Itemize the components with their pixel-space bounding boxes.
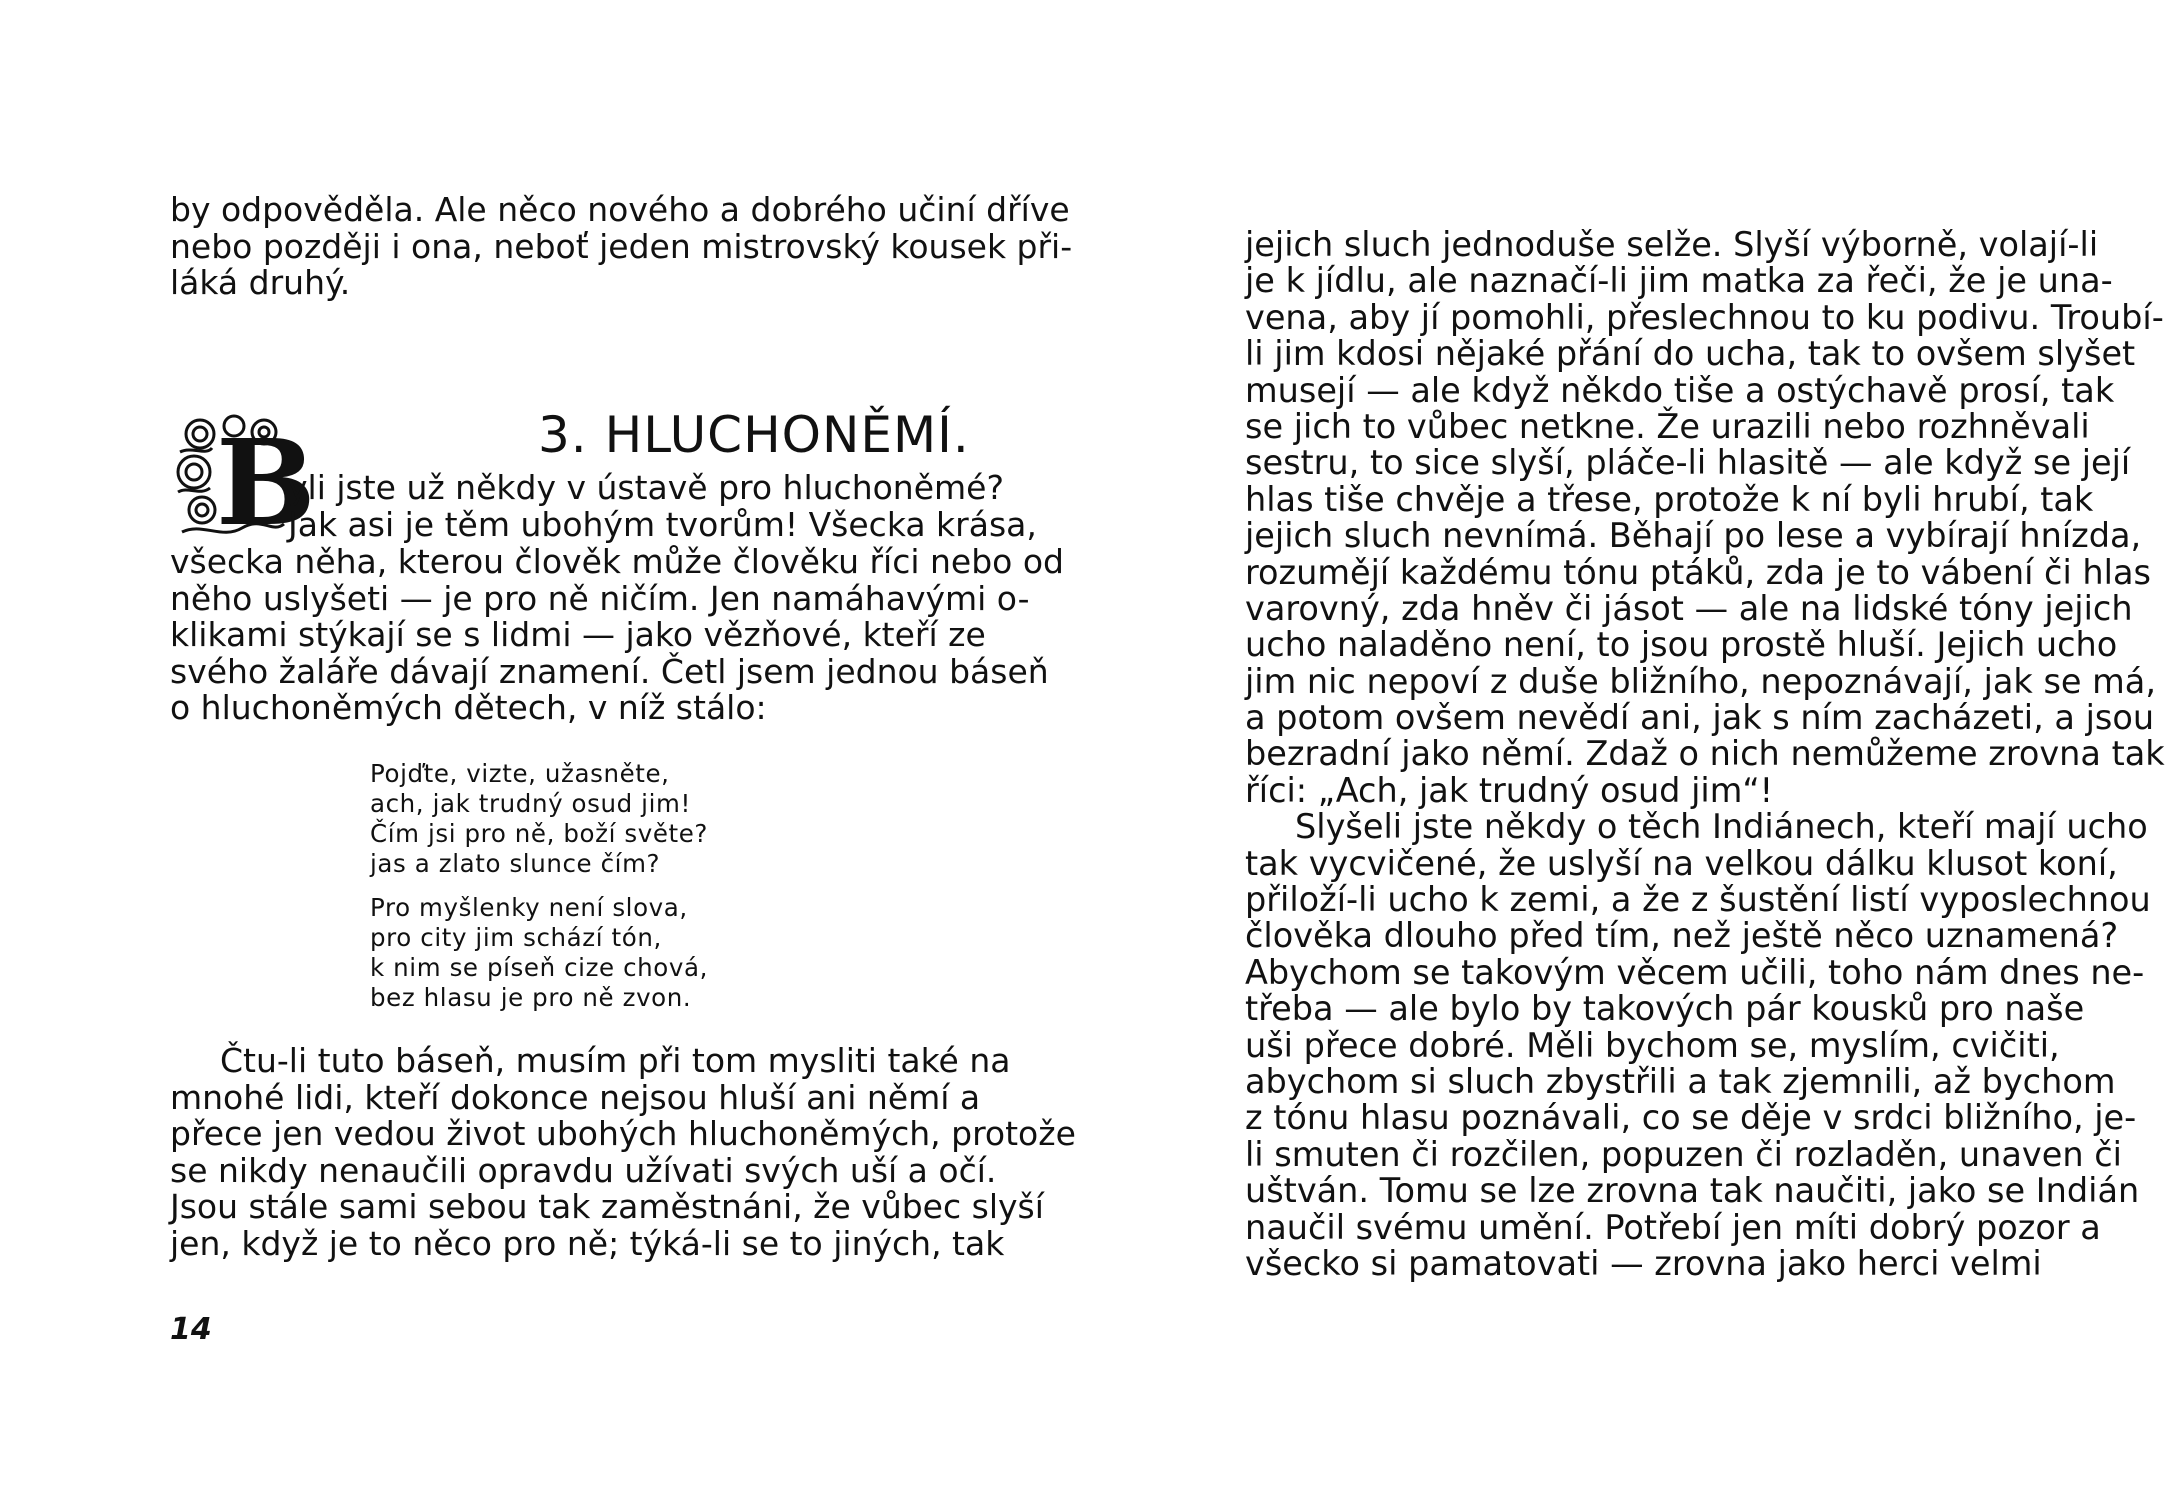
text-line: Abychom se takovým věcem učili, toho nám dnes ne- xyxy=(1245,952,2145,992)
text-line: uštván. Tomu se lze zrovna tak naučiti, jako se Indián xyxy=(1245,1171,2140,1211)
poem-line: bez hlasu je pro ně zvon. xyxy=(370,983,692,1012)
text-line: naučil svému umění. Potřebí jen míti dobrý pozor a xyxy=(1245,1207,2101,1247)
left-page-intro xyxy=(170,190,1073,303)
text-line: Čtu-li tuto báseň, musím při tom mysliti také na xyxy=(220,1041,1011,1080)
poem xyxy=(370,759,708,1013)
text-line: je k jídlu, ale naznačí-li jim matka za řeči, že je una- xyxy=(1245,261,2113,301)
text-line: o hluchoněmých dětech, v níž stálo: xyxy=(170,688,767,728)
dropcap-letter: B xyxy=(216,413,316,552)
text-line: yli jste už někdy v ústavě pro hluchoněmé? xyxy=(288,468,1004,507)
text-line: nebo později i ona, neboť jeden mistrovský kousek při- xyxy=(170,226,1073,266)
text-line: jejich sluch jednoduše selže. Slyší výborně, volají-li xyxy=(1245,225,2099,264)
poem-line: Pro myšlenky není slova, xyxy=(370,893,688,922)
text-line: třeba — ale bylo by takových pár kousků pro naše xyxy=(1245,989,2085,1029)
text-line: všecko si pamatovati — zrovna jako herci velmi xyxy=(1245,1243,2042,1283)
text-line: říci: „Ach, jak trudný osud jim“! xyxy=(1245,770,1774,810)
text-line: hlas tiše chvěje a třese, protože k ní byli hrubí, tak xyxy=(1245,479,2094,519)
poem-line: ach, jak trudný osud jim! xyxy=(370,789,691,818)
page-number: 14 xyxy=(170,1312,212,1347)
text-line: tak vycvičené, že uslyší na velkou dálku klusot koní, xyxy=(1245,843,2118,883)
text-line: ucho naladěno není, to jsou prostě hluší. Jejich ucho xyxy=(1245,625,2118,665)
paragraph xyxy=(170,1041,1076,1263)
text-line: z tónu hlasu poznávali, co se děje v srdci bližního, je- xyxy=(1245,1098,2137,1138)
chapter-heading: 3. HLUCHONĚMÍ. xyxy=(538,406,970,464)
text-line: Jsou stále sami sebou tak zaměstnáni, že vůbec slyší xyxy=(170,1187,1044,1227)
text-line: Jak asi je těm ubohým tvorům! Všecka krása, xyxy=(288,504,1037,544)
text-line: sestru, to sice slyší, pláče-li hlasitě — ale když se její xyxy=(1245,443,2131,483)
text-line: Slyšeli jste někdy o těch Indiánech, kteří mají ucho xyxy=(1295,807,2148,847)
poem-line: pro city jim schází tón, xyxy=(370,923,662,952)
paragraph xyxy=(170,542,1064,728)
poem-line: Pojďte, vizte, užasněte, xyxy=(370,759,670,788)
text-line: přece jen vedou život ubohých hluchoněmých, protože xyxy=(170,1114,1076,1154)
poem-line: Čím jsi pro ně, boží světe? xyxy=(370,819,708,848)
text-line: abychom si sluch zbystřili a tak zjemnili, až bychom xyxy=(1245,1061,2116,1101)
text-line: uši přece dobré. Měli bychom se, myslím, cvičiti, xyxy=(1245,1025,2060,1065)
text-line: člověka dlouho před tím, než ještě něco uznamená? xyxy=(1245,916,2119,956)
text-line: něho uslyšeti — je pro ně ničím. Jen namáhavými o- xyxy=(170,578,1030,618)
text-line: přiloží-li ucho k zemi, a že z šustění listí vyposlechnou xyxy=(1245,880,2151,920)
decorative-dropcap xyxy=(172,412,316,552)
poem-line: k nim se píseň cize chová, xyxy=(370,953,708,982)
text-line: jejich sluch nevnímá. Běhají po lese a vybírají hnízda, xyxy=(1245,516,2142,556)
text-line: láká druhý. xyxy=(170,263,351,303)
text-line: se nikdy nenaučili opravdu užívati svých uší a očí. xyxy=(170,1150,997,1190)
text-line: bezradní jako němí. Zdaž o nich nemůžeme zrovna tak xyxy=(1245,734,2165,774)
text-line: li jim kdosi nějaké přání do ucha, tak to ovšem slyšet xyxy=(1245,334,2136,374)
text-line: jim nic nepoví z duše bližního, nepoznávají, jak se má, xyxy=(1245,661,2156,701)
text-line: by odpověděla. Ale něco nového a dobrého učiní dříve xyxy=(170,190,1070,229)
ornament-icon xyxy=(172,412,316,552)
text-line: jen, když je to něco pro ně; týká-li se to jiných, tak xyxy=(170,1223,1005,1263)
text-line: vena, aby jí pomohli, přeslechnou to ku podivu. Troubí- xyxy=(1245,297,2164,337)
text-line: všecka něha, kterou člověk může člověku říci nebo od xyxy=(170,542,1064,581)
text-line: mnohé lidi, kteří dokonce nejsou hluší ani němí a xyxy=(170,1077,981,1117)
text-line: musejí — ale když někdo tiše a ostýchavě prosí, tak xyxy=(1245,370,2115,410)
text-line: rozumějí každému tónu ptáků, zda je to vábení či hlas xyxy=(1245,552,2151,592)
text-line: klikami stýkají se s lidmi — jako vězňové, kteří ze xyxy=(170,615,986,655)
poem-line: jas a zlato slunce čím? xyxy=(370,849,661,878)
dropcap-paragraph xyxy=(288,468,1037,544)
text-line: svého žaláře dávají znamení. Četl jsem jednou báseň xyxy=(170,651,1049,691)
text-line: se jich to vůbec netkne. Že urazili nebo rozhněvali xyxy=(1245,406,2090,446)
text-line: varovný, zda hněv či jásot — ale na lidské tóny jejich xyxy=(1245,588,2133,628)
text-line: a potom ovšem nevědí ani, jak s ním zacházeti, a jsou xyxy=(1245,698,2155,738)
text-line: li smuten či rozčilen, popuzen či rozladěn, unaven či xyxy=(1245,1134,2122,1174)
right-page-text xyxy=(1245,225,2165,1283)
